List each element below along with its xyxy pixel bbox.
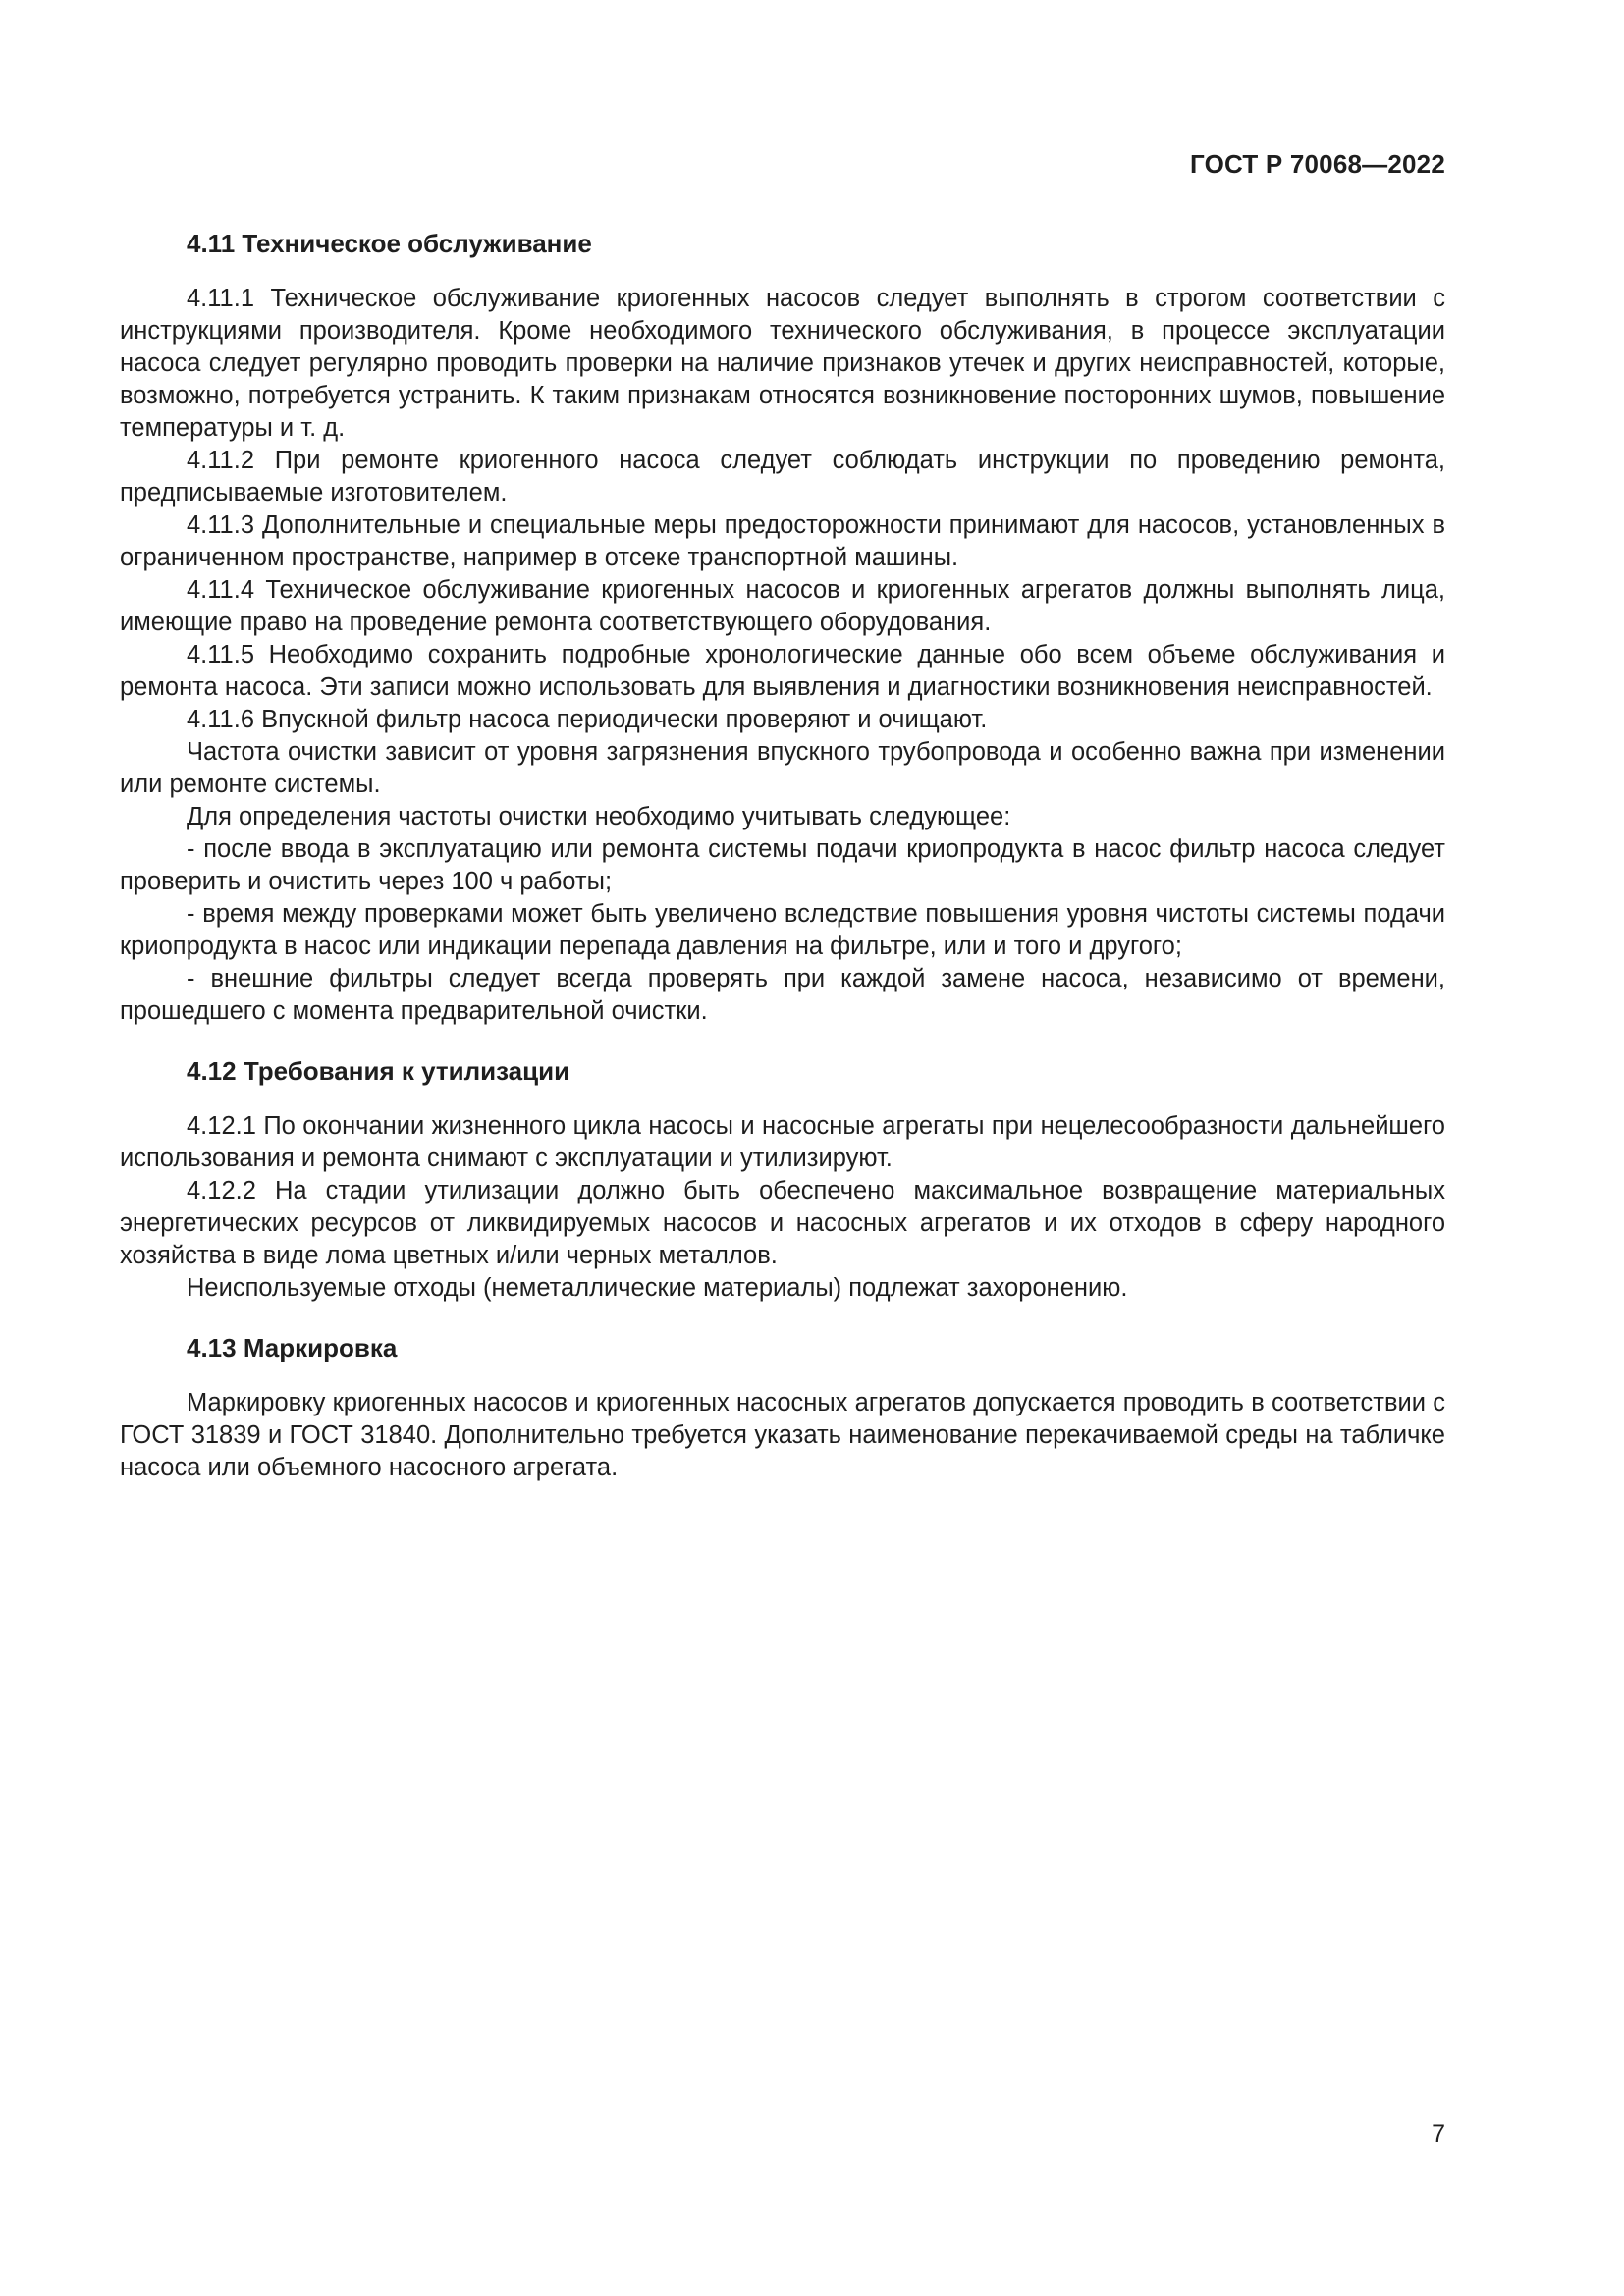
paragraph: Неиспользуемые отходы (неметаллические материалы) подлежат захоронению. <box>187 1274 1128 1302</box>
section-heading: 4.12 Требования к утилизации <box>187 1056 570 1086</box>
document-standard-id: ГОСТ Р 70068—2022 <box>1190 149 1445 179</box>
paragraph: Маркировку криогенных насосов и криогенных насосных агрегатов допускается проводить в соответствии с ГОСТ 31839 и ГОСТ 31840. Дополнительно требуется указать наименование перекачиваемой среды на табличке насоса или объемного насосного агрегата. <box>120 1389 1445 1481</box>
paragraph: 4.11.5 Необходимо сохранить подробные хронологические данные обо всем объеме обслуживания и ремонта насоса. Эти записи можно использовать для выявления и диагностики возникновения неисправностей. <box>120 641 1445 701</box>
document-body <box>120 226 1445 1484</box>
section-heading: 4.11 Техническое обслуживание <box>187 229 592 258</box>
paragraph: 4.11.3 Дополнительные и специальные меры предосторожности принимают для насосов, установленных в ограниченном пространстве, например в отсеке транспортной машины. <box>120 511 1445 571</box>
page-number: 7 <box>1432 2120 1445 2148</box>
list-item: - время между проверками может быть увеличено вследствие повышения уровня чистоты системы подачи криопродукта в насос или индикации перепада давления на фильтре, или и того и другого; <box>120 900 1445 960</box>
section-heading: 4.13 Маркировка <box>187 1333 398 1362</box>
paragraph: Для определения частоты очистки необходимо учитывать следующее: <box>187 803 1011 830</box>
paragraph: 4.12.2 На стадии утилизации должно быть обеспечено максимальное возвращение материальных энергетических ресурсов от ликвидируемых насосов и насосных агрегатов и их отходов в сферу народного хозяйства в виде лома цветных и/или черных металлов. <box>120 1177 1445 1269</box>
section-4-11 <box>120 226 1445 1028</box>
paragraph: 4.12.1 По окончании жизненного цикла насосы и насосные агрегаты при нецелесообразности дальнейшего использования и ремонта снимают с эксплуатации и утилизируют. <box>120 1112 1445 1172</box>
list-item: - после ввода в эксплуатацию или ремонта системы подачи криопродукта в насос фильтр насоса следует проверить и очистить через 100 ч работы; <box>120 835 1445 895</box>
section-4-13 <box>120 1330 1445 1484</box>
list-item: - внешние фильтры следует всегда проверять при каждой замене насоса, независимо от времени, прошедшего с момента предварительной очистки. <box>120 965 1445 1025</box>
paragraph: 4.11.6 Впускной фильтр насоса периодически проверяют и очищают. <box>187 706 988 733</box>
paragraph: Частота очистки зависит от уровня загрязнения впускного трубопровода и особенно важна при изменении или ремонте системы. <box>120 738 1445 798</box>
paragraph: 4.11.2 При ремонте криогенного насоса следует соблюдать инструкции по проведению ремонта, предписываемые изготовителем. <box>120 447 1445 507</box>
section-4-12 <box>120 1053 1445 1305</box>
paragraph: 4.11.4 Техническое обслуживание криогенных насосов и криогенных агрегатов должны выполнять лица, имеющие право на проведение ремонта соответствующего оборудования. <box>120 576 1445 636</box>
paragraph: 4.11.1 Техническое обслуживание криогенных насосов следует выполнять в строгом соответствии с инструкциями производителя. Кроме необходимого технического обслуживания, в процессе эксплуатации насоса следует регулярно проводить проверки на наличие признаков утечек и других неисправностей, которые, возможно, потребуется устранить. К таким признакам относятся возникновение посторонних шумов, повышение температуры и т. д. <box>120 285 1445 442</box>
